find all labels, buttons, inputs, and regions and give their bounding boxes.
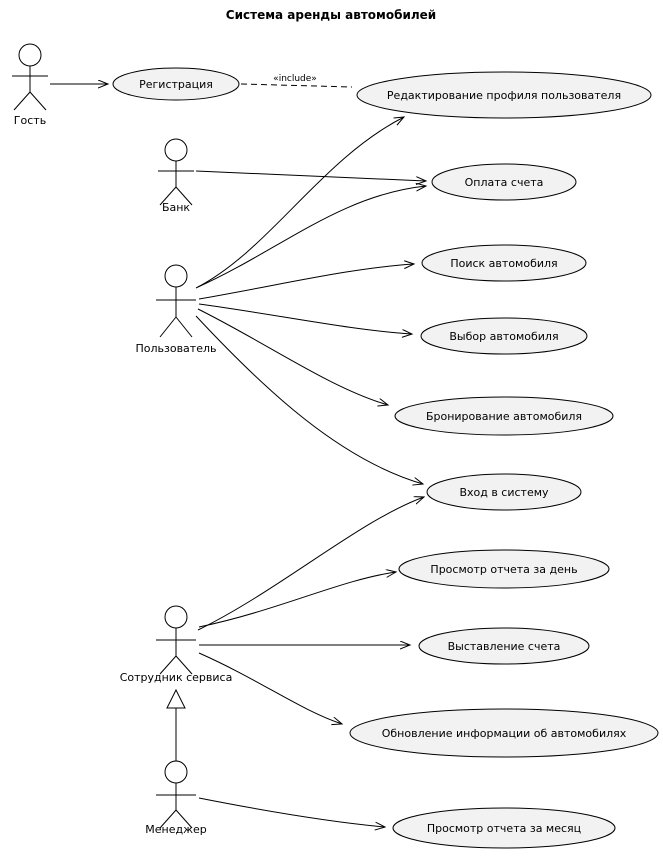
actor-head-icon [19, 44, 41, 66]
use-case-label: Редактирование профиля пользователя [386, 89, 622, 102]
use-case-label: Оплата счета [464, 176, 544, 189]
actor-label-guest: Гость [13, 114, 47, 127]
include-label-text: include [278, 74, 312, 84]
use-case-book-car[interactable] [395, 397, 613, 435]
association-user-login [196, 316, 423, 484]
actor-head-icon [165, 761, 187, 783]
use-case-label: Вход в систему [459, 486, 549, 499]
use-case-issue-invoice[interactable] [419, 628, 589, 664]
use-case-label: Выбор автомобиля [449, 330, 559, 343]
use-case-label: Просмотр отчета за день [430, 563, 578, 576]
association-user-search-car [199, 264, 414, 299]
use-case-label: Просмотр отчета за месяц [426, 822, 582, 835]
actor-leg-left-icon [14, 92, 30, 110]
use-case-month-report[interactable] [393, 808, 615, 848]
association-service-login [198, 497, 424, 630]
association-user-select-car [199, 304, 412, 334]
include-stereotype-label [273, 74, 317, 84]
actor-label-service-employee: Сотрудник сервиса [119, 671, 233, 684]
association-manager-month-report [199, 798, 385, 827]
association-bank-pay-invoice [196, 171, 426, 181]
actor-leg-right-icon [176, 317, 192, 337]
include-close-guillemet: » [311, 74, 317, 84]
actor-leg-right-icon [30, 92, 46, 110]
use-case-pay-invoice[interactable] [432, 164, 576, 200]
association-user-book-car [198, 309, 388, 405]
generalization-arrow-head [167, 690, 185, 708]
association-user-edit-profile [196, 117, 404, 288]
actor-head-icon [165, 606, 187, 628]
use-case-login[interactable] [427, 474, 581, 510]
use-case-search-car[interactable] [422, 245, 586, 281]
actor-label-bank: Банк [161, 201, 191, 214]
use-case-registration[interactable] [113, 68, 239, 100]
use-case-label: Обновление информации об автомобилях [381, 727, 627, 740]
use-case-edit-profile[interactable] [357, 72, 651, 118]
use-case-label: Поиск автомобиля [450, 257, 558, 270]
actor-leg-left-icon [160, 317, 176, 337]
use-case-update-car-info[interactable] [350, 709, 658, 757]
actor-bank[interactable] [158, 139, 194, 214]
actor-head-icon [165, 265, 187, 287]
use-case-label: Регистрация [139, 78, 213, 91]
include-relation-line [241, 84, 352, 87]
use-case-day-report[interactable] [399, 550, 609, 588]
actor-user[interactable] [135, 265, 216, 355]
association-user-pay-invoice [198, 186, 426, 287]
include-open-guillemet: « [273, 74, 279, 84]
actor-label-user: Пользователь [135, 342, 217, 355]
use-case-label: Бронирование автомобиля [425, 410, 583, 423]
actor-guest[interactable] [12, 44, 48, 127]
actor-manager[interactable] [145, 761, 207, 836]
use-case-label: Выставление счета [447, 640, 561, 653]
association-service-day-report [199, 572, 396, 627]
association-service-update-car-info [199, 653, 342, 724]
diagram-title: Система аренды автомобилей [225, 8, 437, 22]
actor-head-icon [165, 139, 187, 161]
use-case-select-car[interactable] [421, 318, 587, 354]
actor-label-manager: Менеджер [145, 823, 207, 836]
